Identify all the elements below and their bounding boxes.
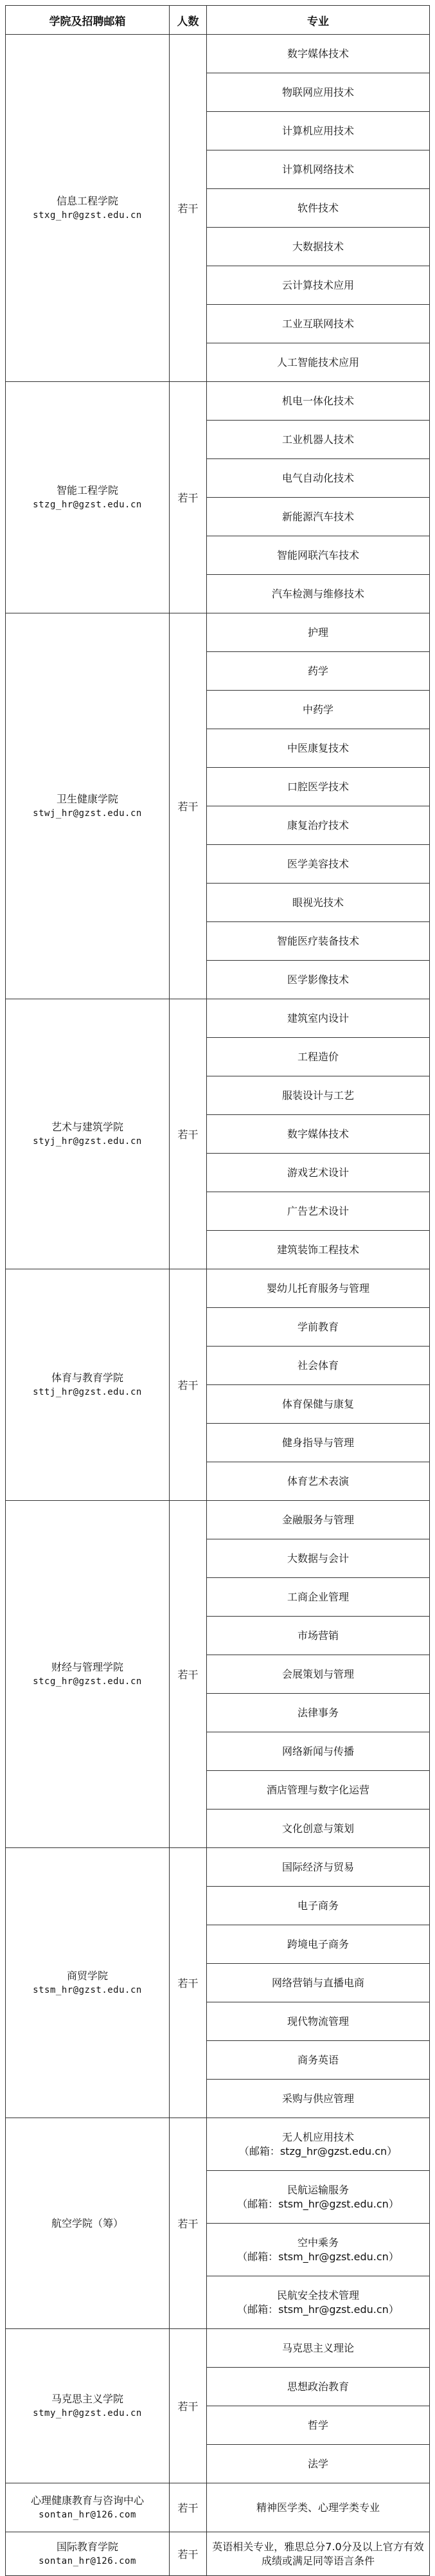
major-cell: 建筑室内设计	[207, 999, 430, 1038]
major-cell: 网络新闻与传播	[207, 1732, 430, 1771]
major-cell: 电子商务	[207, 1887, 430, 1925]
major-cell: 中医康复技术	[207, 729, 430, 768]
headcount-cell: 若干	[170, 1501, 207, 1848]
college-name: 马克思主义学院	[51, 2392, 123, 2405]
major-name: 民航运输服务	[287, 2183, 349, 2196]
headcount-cell: 若干	[170, 2329, 207, 2483]
college-name: 智能工程学院	[56, 484, 118, 496]
college-cell	[6, 1269, 170, 1501]
major-cell: 健身指导与管理	[207, 1424, 430, 1462]
major-cell: 医学影像技术	[207, 961, 430, 999]
major-cell: 建筑装饰工程技术	[207, 1231, 430, 1269]
major-cell: 药学	[207, 652, 430, 691]
major-cell: 智能医疗装备技术	[207, 922, 430, 961]
college-cell	[6, 999, 170, 1269]
college-name: 国际教育学院	[56, 2540, 118, 2553]
major-cell: 国际经济与贸易	[207, 1848, 430, 1887]
major-cell: 汽车检测与维修技术	[207, 575, 430, 613]
major-cell: 马克思主义理论	[207, 2329, 430, 2368]
table-row	[6, 1269, 430, 1308]
headcount-cell: 若干	[170, 999, 207, 1269]
major-cell: 思想政治教育	[207, 2368, 430, 2406]
major-cell: 社会体育	[207, 1347, 430, 1385]
table-row	[6, 2118, 430, 2171]
major-cell: 采购与供应管理	[207, 2080, 430, 2118]
header-count: 人数	[170, 6, 207, 35]
major-cell: 云计算技术应用	[207, 266, 430, 305]
headcount-cell: 若干	[170, 2118, 207, 2329]
college-email: stwj_hr@gzst.edu.cn	[33, 808, 142, 819]
college-email: stsm_hr@gzst.edu.cn	[33, 1984, 142, 1995]
header-major: 专业	[207, 6, 430, 35]
table-row	[6, 2532, 430, 2576]
major-cell: 机电一体化技术	[207, 382, 430, 421]
table-row	[6, 382, 430, 421]
college-cell	[6, 613, 170, 999]
major-cell: 智能网联汽车技术	[207, 536, 430, 575]
major-cell: 数字媒体技术	[207, 35, 430, 73]
major-cell: 现代物流管理	[207, 2002, 430, 2041]
major-cell: 工业机器人技术	[207, 421, 430, 459]
table-body	[6, 35, 430, 2576]
college-cell	[6, 1848, 170, 2118]
college-name: 商贸学院	[66, 1969, 108, 1982]
major-cell: 服装设计与工艺	[207, 1076, 430, 1115]
college-cell	[6, 2483, 170, 2532]
major-cell: 眼视光技术	[207, 884, 430, 922]
major-cell: 大数据与会计	[207, 1539, 430, 1578]
table-row	[6, 2483, 430, 2532]
college-name: 信息工程学院	[56, 194, 118, 207]
table-header-row	[6, 6, 430, 35]
table-row	[6, 35, 430, 73]
major-cell: 康复治疗技术	[207, 806, 430, 845]
college-cell	[6, 382, 170, 613]
major-cell: 市场营销	[207, 1617, 430, 1655]
major-cell: 物联网应用技术	[207, 73, 430, 112]
table-row	[6, 2329, 430, 2368]
headcount-cell: 若干	[170, 2532, 207, 2576]
major-cell: 会展策划与管理	[207, 1655, 430, 1694]
major-cell: 数字媒体技术	[207, 1115, 430, 1154]
major-cell: 法学	[207, 2445, 430, 2483]
major-cell: 体育艺术表演	[207, 1462, 430, 1501]
major-cell: 计算机网络技术	[207, 150, 430, 189]
college-cell	[6, 35, 170, 382]
college-name: 航空学院（筹）	[51, 2217, 123, 2229]
headcount-cell: 若干	[170, 2483, 207, 2532]
major-cell: 文化创意与策划	[207, 1810, 430, 1848]
major-email-note: （邮箱：stzg_hr@gzst.edu.cn）	[238, 2145, 398, 2157]
major-cell: 法律事务	[207, 1694, 430, 1732]
major-cell	[207, 2118, 430, 2171]
major-email-note: （邮箱：stsm_hr@gzst.edu.cn）	[237, 2197, 399, 2210]
major-cell: 人工智能技术应用	[207, 343, 430, 382]
major-cell: 计算机应用技术	[207, 112, 430, 150]
major-cell: 酒店管理与数字化运营	[207, 1771, 430, 1810]
major-cell	[207, 2171, 430, 2224]
college-cell	[6, 1501, 170, 1848]
major-cell: 医学美容技术	[207, 845, 430, 884]
college-cell	[6, 2329, 170, 2483]
major-cell: 商务英语	[207, 2041, 430, 2080]
major-cell: 广告艺术设计	[207, 1192, 430, 1231]
major-cell: 工程造价	[207, 1038, 430, 1076]
major-cell: 新能源汽车技术	[207, 498, 430, 536]
major-cell	[207, 2224, 430, 2276]
college-name: 财经与管理学院	[51, 1660, 123, 1673]
major-cell: 体育保健与康复	[207, 1385, 430, 1424]
major-cell: 婴幼儿托育服务与管理	[207, 1269, 430, 1308]
college-name: 艺术与建筑学院	[51, 1120, 123, 1133]
major-cell: 电气自动化技术	[207, 459, 430, 498]
major-cell: 学前教育	[207, 1308, 430, 1347]
headcount-cell: 若干	[170, 613, 207, 999]
major-name: 无人机应用技术	[281, 2130, 354, 2143]
headcount-cell: 若干	[170, 382, 207, 613]
header-college: 学院及招聘邮箱	[6, 6, 170, 35]
major-cell: 哲学	[207, 2406, 430, 2445]
headcount-cell: 若干	[170, 1848, 207, 2118]
table-row	[6, 613, 430, 652]
college-name: 心理健康教育与咨询中心	[30, 2494, 144, 2507]
major-cell: 跨境电子商务	[207, 1925, 430, 1964]
college-email: stzg_hr@gzst.edu.cn	[33, 499, 142, 510]
college-name: 卫生健康学院	[56, 792, 118, 805]
major-cell: 精神医学类、心理学类专业	[207, 2483, 430, 2532]
major-cell: 护理	[207, 613, 430, 652]
table-row	[6, 1501, 430, 1539]
college-email: sttj_hr@gzst.edu.cn	[33, 1386, 142, 1397]
major-email-note: （邮箱：stsm_hr@gzst.edu.cn）	[237, 2303, 399, 2316]
major-name: 民航安全技术管理	[276, 2289, 359, 2301]
major-cell	[207, 2276, 430, 2329]
college-email: sontan_hr@126.com	[39, 2509, 136, 2520]
major-cell: 大数据技术	[207, 228, 430, 266]
college-email: stmy_hr@gzst.edu.cn	[33, 2408, 142, 2418]
major-cell: 工业互联网技术	[207, 305, 430, 343]
college-email: sontan_hr@126.com	[39, 2555, 136, 2566]
major-cell: 游戏艺术设计	[207, 1154, 430, 1192]
major-cell: 工商企业管理	[207, 1578, 430, 1617]
college-cell	[6, 2532, 170, 2576]
college-name: 体育与教育学院	[51, 1371, 123, 1384]
major-name: 空中乘务	[297, 2236, 339, 2249]
major-cell: 英语相关专业，雅思总分7.0分及以上官方有效成绩或满足同等语言条件	[207, 2532, 430, 2576]
college-email: styj_hr@gzst.edu.cn	[33, 1136, 142, 1147]
major-email-note: （邮箱：stsm_hr@gzst.edu.cn）	[237, 2250, 399, 2263]
college-email: stcg_hr@gzst.edu.cn	[33, 1676, 142, 1687]
major-cell: 网络营销与直播电商	[207, 1964, 430, 2002]
major-cell: 金融服务与管理	[207, 1501, 430, 1539]
college-cell	[6, 2118, 170, 2329]
major-cell: 中药学	[207, 691, 430, 729]
table-row	[6, 1848, 430, 1887]
headcount-cell: 若干	[170, 35, 207, 382]
recruitment-table	[5, 5, 430, 2576]
college-email: stxg_hr@gzst.edu.cn	[33, 210, 142, 221]
table-row	[6, 999, 430, 1038]
major-cell: 软件技术	[207, 189, 430, 228]
major-cell: 口腔医学技术	[207, 768, 430, 806]
headcount-cell: 若干	[170, 1269, 207, 1501]
